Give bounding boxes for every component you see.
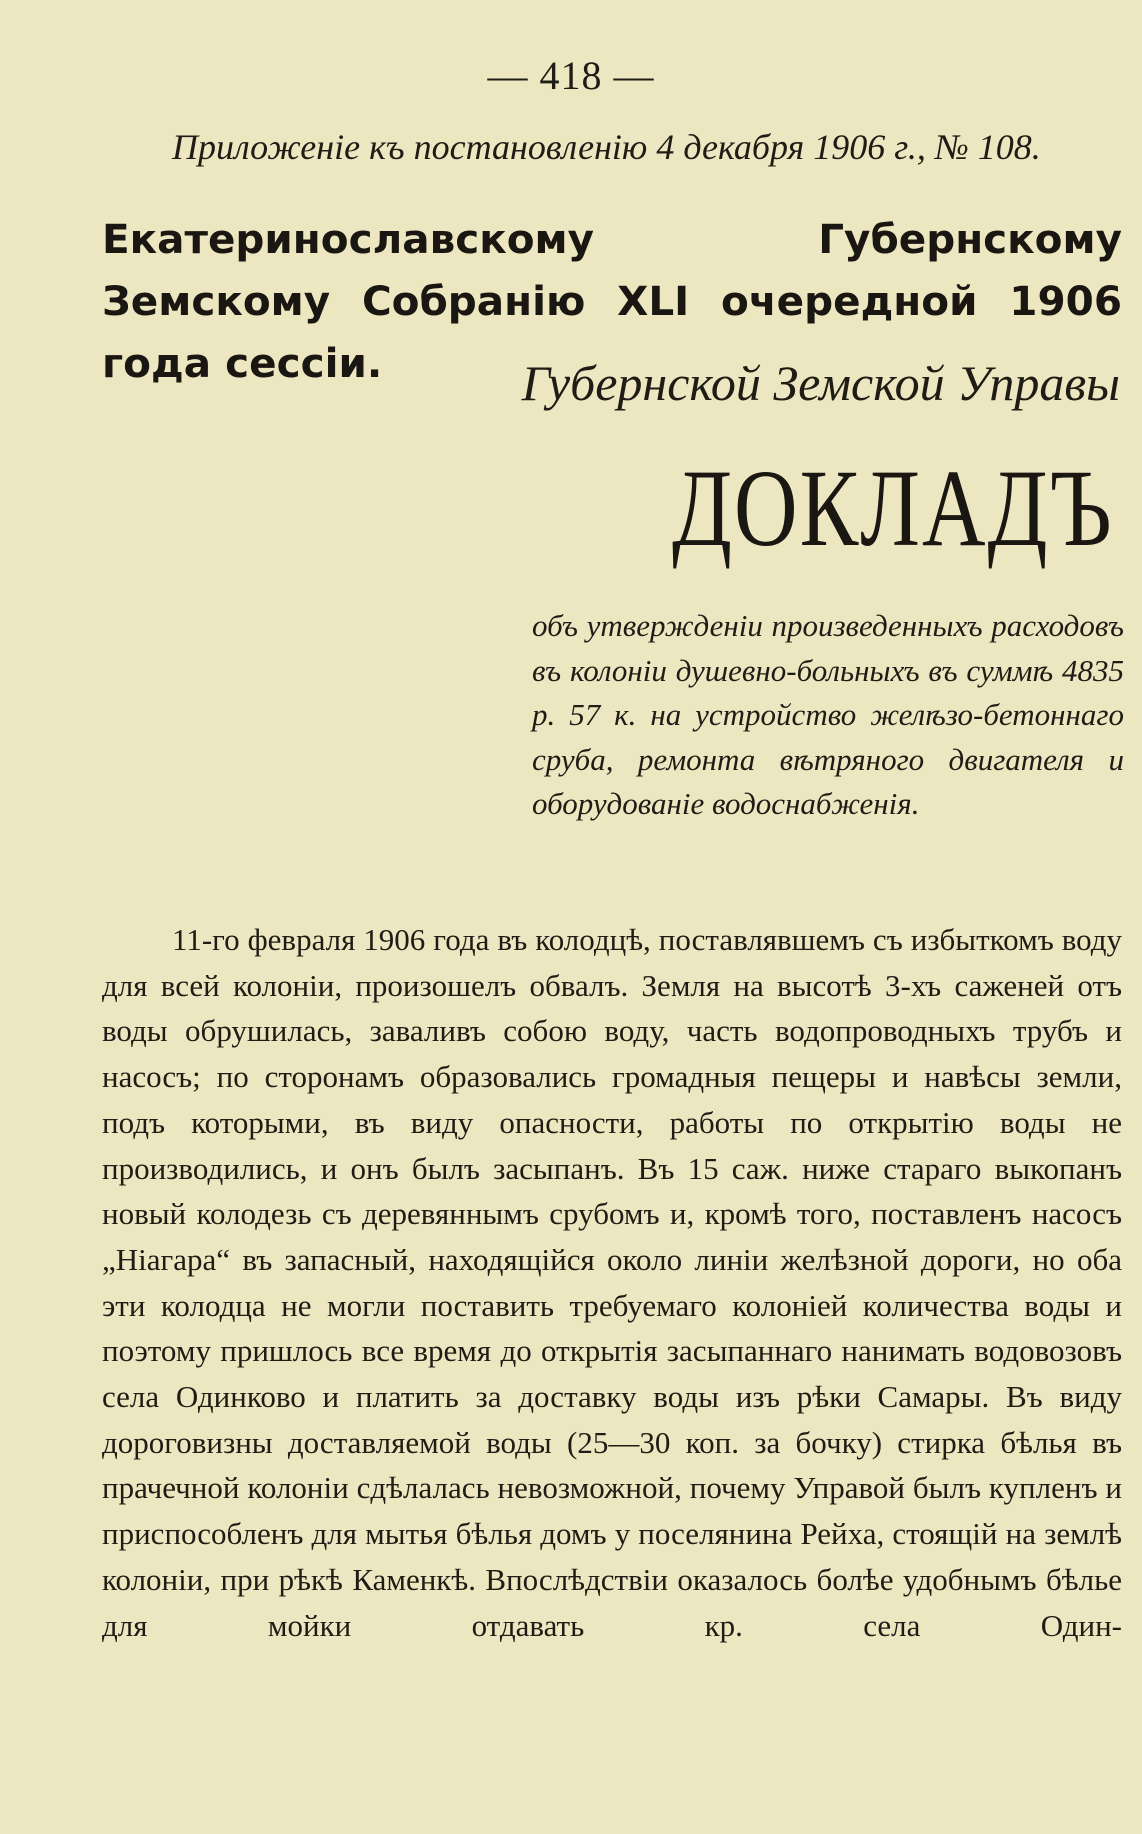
issuer-line: Губернской Земской Управы: [521, 355, 1120, 411]
addressee-heading: Екатеринославскому Губернскому Земскому Собранію XLI очередной 1906 года сессіи.: [102, 215, 1122, 387]
appendix-note: Приложеніе къ постановленію 4 декабря 1906 г., № 108.: [172, 127, 1041, 167]
document-title: ДОКЛАДЪ: [672, 448, 1114, 570]
body-paragraph: 11-го февраля 1906 года въ колодцѣ, поставлявшемъ съ избыткомъ воду для всей колоніи, произошелъ обвалъ. Земля на высотѣ 3-хъ саженей отъ воды обрушилась, заваливъ собою воду, часть водопроводныхъ трубъ и насосъ; по сторонамъ образовались громадныя пещеры и навѣсы земли, подъ которыми, въ виду опасности, работы по открытію воды не производились, и онъ былъ засыпанъ. Въ 15 саж. ниже стараго выкопанъ новый колодезь съ деревяннымъ срубомъ и, кромѣ того, поставленъ насосъ „Ніагара“ въ запасный, находящійся около линіи желѣзной дороги, но оба эти колодца не могли поставить требуемаго колоніей количества воды и поэтому пришлось все время до открытія засыпаннаго нанимать водовозовъ села Одинково и платить за доставку воды изъ рѣки Самары. Въ виду дороговизны доставляемой воды (25—30 коп. за бочку) стирка бѣлья въ прачечной колоніи сдѣлалась невозможной, почему Управой былъ купленъ и приспособленъ для мытья бѣлья домъ у поселянина Рейха, стоящій на землѣ колоніи, при рѣкѣ Каменкѣ. Впослѣдствіи оказалось болѣе удобнымъ бѣлье для мойки отдавать кр. села Один-: [102, 922, 1122, 1643]
report-subject: объ утвержденіи произведенныхъ расходовъ въ колоніи душевно-больныхъ въ суммѣ 4835 р. 57 к. на устройство желѣзо-бетоннаго сруба, ремонта вѣтряного двигателя и оборудованіе водоснабженія.: [532, 608, 1124, 821]
page-number: — 418 —: [487, 53, 655, 98]
